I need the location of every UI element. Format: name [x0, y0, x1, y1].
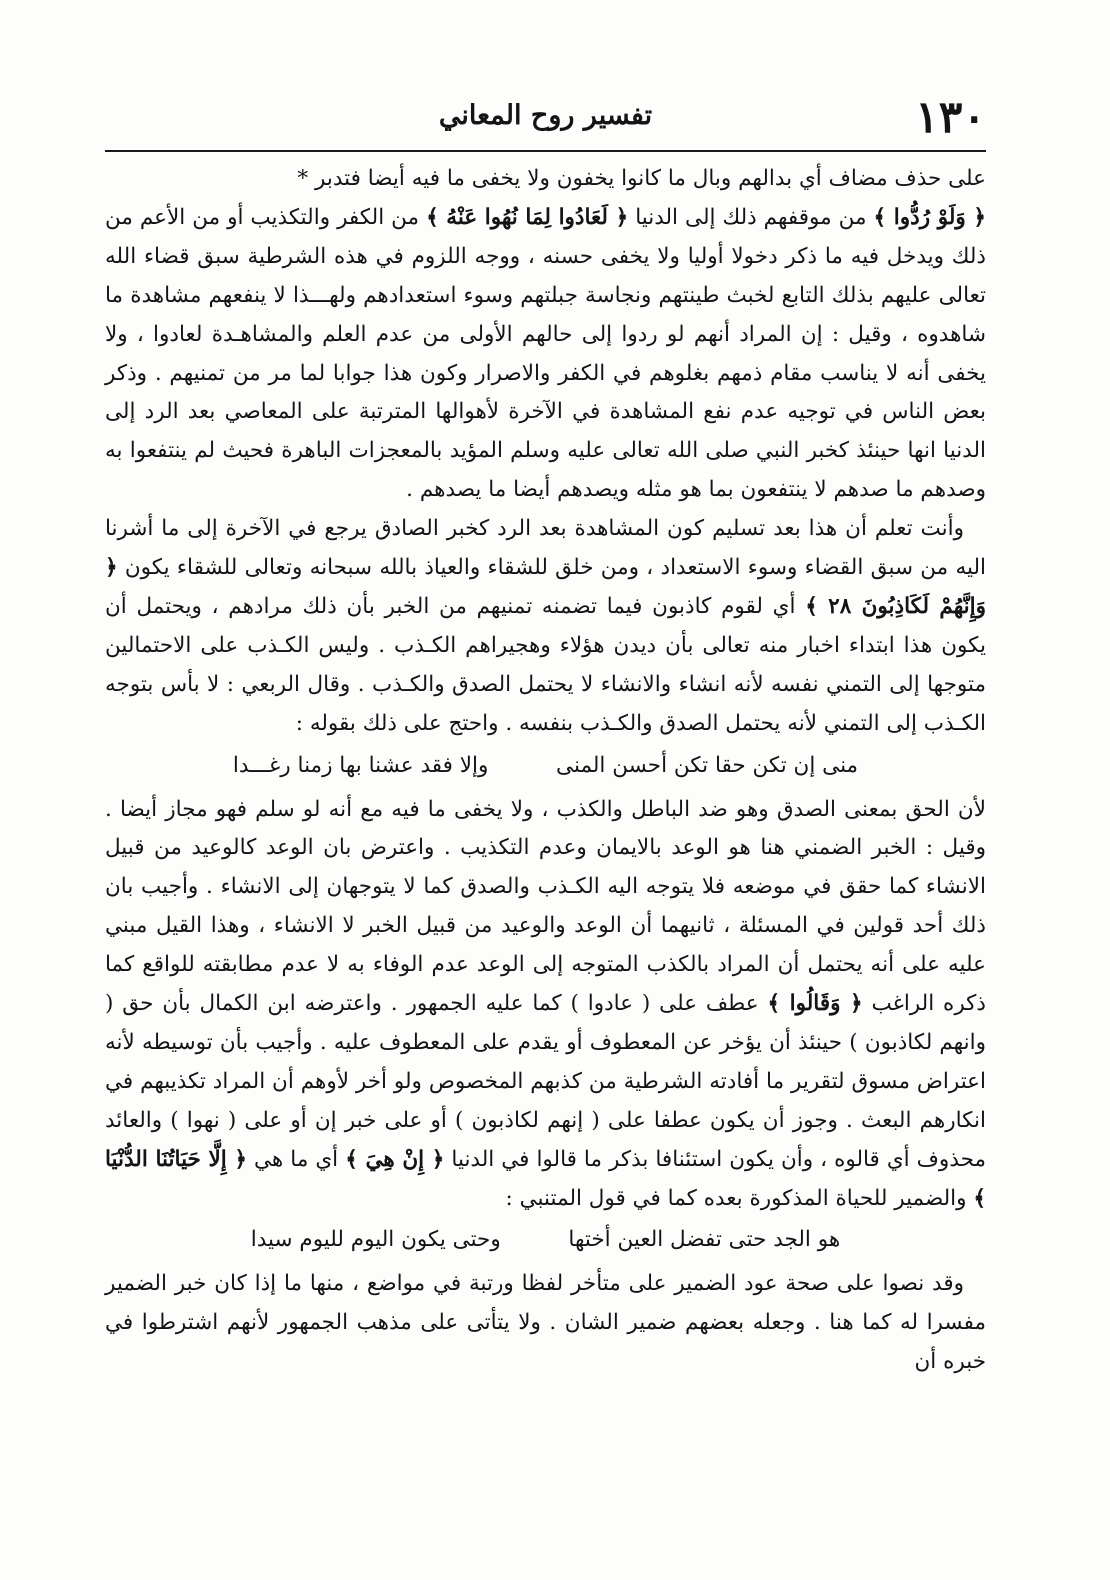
text-run: وأنت تعلم أن هذا بعد تسليم كون المشاهدة بعد الرد كخبر الصادق يرجع في الآخرة إلى ما أشرنا اليه من سبق القضاء وسوء الاستعداد ، ومن خلق للشقاء والعياذ بالله سبحانه وتعالى للشقاء يكون — [105, 516, 986, 581]
page-header — [105, 88, 986, 148]
verse-1-second-hemistich: وإلا فقد عشنا بها زمنا رغـــدا — [232, 752, 489, 778]
text-run: لأن الحق بمعنى الصدق وهو ضد الباطل والكذب ، ولا يخفى ما فيه مع أنه لو سلم فهو مجاز أيضا . وقيل : الخبر الضمني هنا هو الوعد بالايمان وعدم التكذيب . واعترض بان الوعد كالوعيد من قبيل الانشاء كما حقق في موضعه فلا يتوجه اليه الكـذب والصدق كما لا يتوجهان إلى الانشاء . وأجيب بان ذلك أحد قولين في المسئلة ، ثانيهما أن الوعد والوعيد من قبيل الخبر لا الانشاء ، وهذا القيل مبني عليه على أنه يحتمل أن المراد بالكذب المتوجه إلى الوعد عدم الوفاء به لا عدم مطابقته للواقع كما ذكره الراغب — [105, 796, 986, 1017]
page-number: ١٣٠ — [915, 92, 986, 143]
verse-1-first-hemistich: منى إن تكن حقا تكن أحسن المنى — [556, 752, 859, 778]
paragraph-3 — [105, 510, 986, 743]
verse-1 — [105, 747, 986, 786]
quran-quote: ﴿ إِلَّا حَيَاتُنَا الدُّنْيَا ﴾ — [105, 1146, 986, 1211]
text-run: من الكفر والتكذيب أو من الأعم من ذلك ويدخل فيه ما ذكر دخولا أوليا ولا يخفى حسنه ، ووجه اللزوم في هذه الشرطية سبق قضاء الله تعالى عليهم بذلك التابع لخبث طينتهم ونجاسة جبلتهم وسوء استعدادهم ولهـــذا لا ينفعهم مشاهدة ما شاهدوه ، وقيل : إن المراد أنهم لو ردوا إلى حالهم الأولى من عدم العلم والمشاهـدة لعادوا ، ولا يخفى أنه لا يناسب مقام ذمهم بغلوهم في الكفر والاصرار وكون هذا جوابا لما مر من تمنيهم . وذكر بعض الناس في توجيه عدم نفع المشاهدة في الآخرة لأهوالها المترتبة على المعاصي بعد الرد إلى الدنيا انها حينئذ كخبر النبي صلى الله تعالى عليه وسلم المؤيد بالمعجزات الباهرة فحيث لم ينتفعوا به وصدهم ما صدهم لا ينتفعون بما هو مثله ويصدهم أيضا ما يصدهم . — [105, 204, 986, 503]
paragraph-2 — [105, 199, 986, 510]
verse-2 — [105, 1221, 986, 1260]
paragraph-1: على حذف مضاف أي بدالهم وبال ما كانوا يخفون ولا يخفى ما فيه أيضا فتدبر * — [297, 166, 986, 191]
text-run: عطف على ( عادوا ) كما عليه الجمهور . واعترضه ابن الكمال بأن حق ( وانهم لكاذبون ) حينئذ أن يؤخر عن المعطوف أو يقدم على المعطوف عليه . وأجيب بأن توسيطه لأنه اعتراض مسوق لتقرير ما أفادته الشرطية من كذبهم المخصوص ولو أخر لأوهم أن المراد تكذيبهم في انكارهم البعث . وجوز أن يكون عطفا على ( إنهم لكاذبون ) أو على خبر إن أو على ( نهوا ) والعائد محذوف أي قالوه ، وأن يكون استئنافا بذكر ما قالوا في الدنيا — [105, 991, 986, 1172]
quran-quote: ﴿ إِنْ هِيَ ﴾ — [345, 1146, 445, 1172]
text-run: والضمير للحياة المذكورة بعده كما في قول المتنبي : — [505, 1185, 967, 1211]
quran-quote: ﴿ وَقَالُوا ﴾ — [767, 991, 863, 1017]
quran-quote: ﴿ لَعَادُوا لِمَا نُهُوا عَنْهُ ﴾ — [426, 204, 629, 230]
quran-quote: ﴿ وَلَوْ رُدُّوا ﴾ — [873, 204, 987, 230]
paragraph-5: وقد نصوا على صحة عود الضمير على متأخر لفظا ورتبة في مواضع ، منها ما إذا كان خبر الضمير مفسرا له كما هنا . وجعله بعضهم ضمير الشان . ولا يتأتى على مذهب الجمهور لأنهم اشترطوا في خبره أن — [105, 1271, 986, 1375]
verse-2-first-hemistich: هو الجد حتى تفضل العين أختها — [568, 1227, 841, 1253]
text-run: من موقفهم ذلك إلى الدنيا — [635, 204, 867, 230]
header-rule — [105, 150, 986, 152]
text-run: أي ما هي — [254, 1146, 339, 1172]
verse-2-second-hemistich: وحتى يكون اليوم لليوم سيدا — [250, 1227, 501, 1253]
quran-quote: ﴿ وَإِنَّهُمْ لَكَاذِبُونَ ٢٨ ﴾ — [105, 555, 986, 619]
paragraph-4 — [105, 791, 986, 1219]
running-title: تفسير روح المعاني — [438, 100, 653, 131]
text-run: أي لقوم كاذبون فيما تضمنه تمنيهم من الخبر بأن ذلك مرادهم ، ويحتمل أن يكون هذا ابتداء اخبار منه تعالى بأن ديدن هؤلاء وهجيراهم الكـذب . وليس الكـذب على الاحتمالين متوجها إلى التمني نفسه لأنه انشاء والانشاء لا يحتمل الصدق والكـذب . وقال الربعي : لا بأس بتوجه الكـذب إلى التمني لأنه يحتمل الصدق والكـذب بنفسه . واحتج على ذلك بقوله : — [105, 593, 986, 736]
page-body — [105, 160, 986, 1382]
